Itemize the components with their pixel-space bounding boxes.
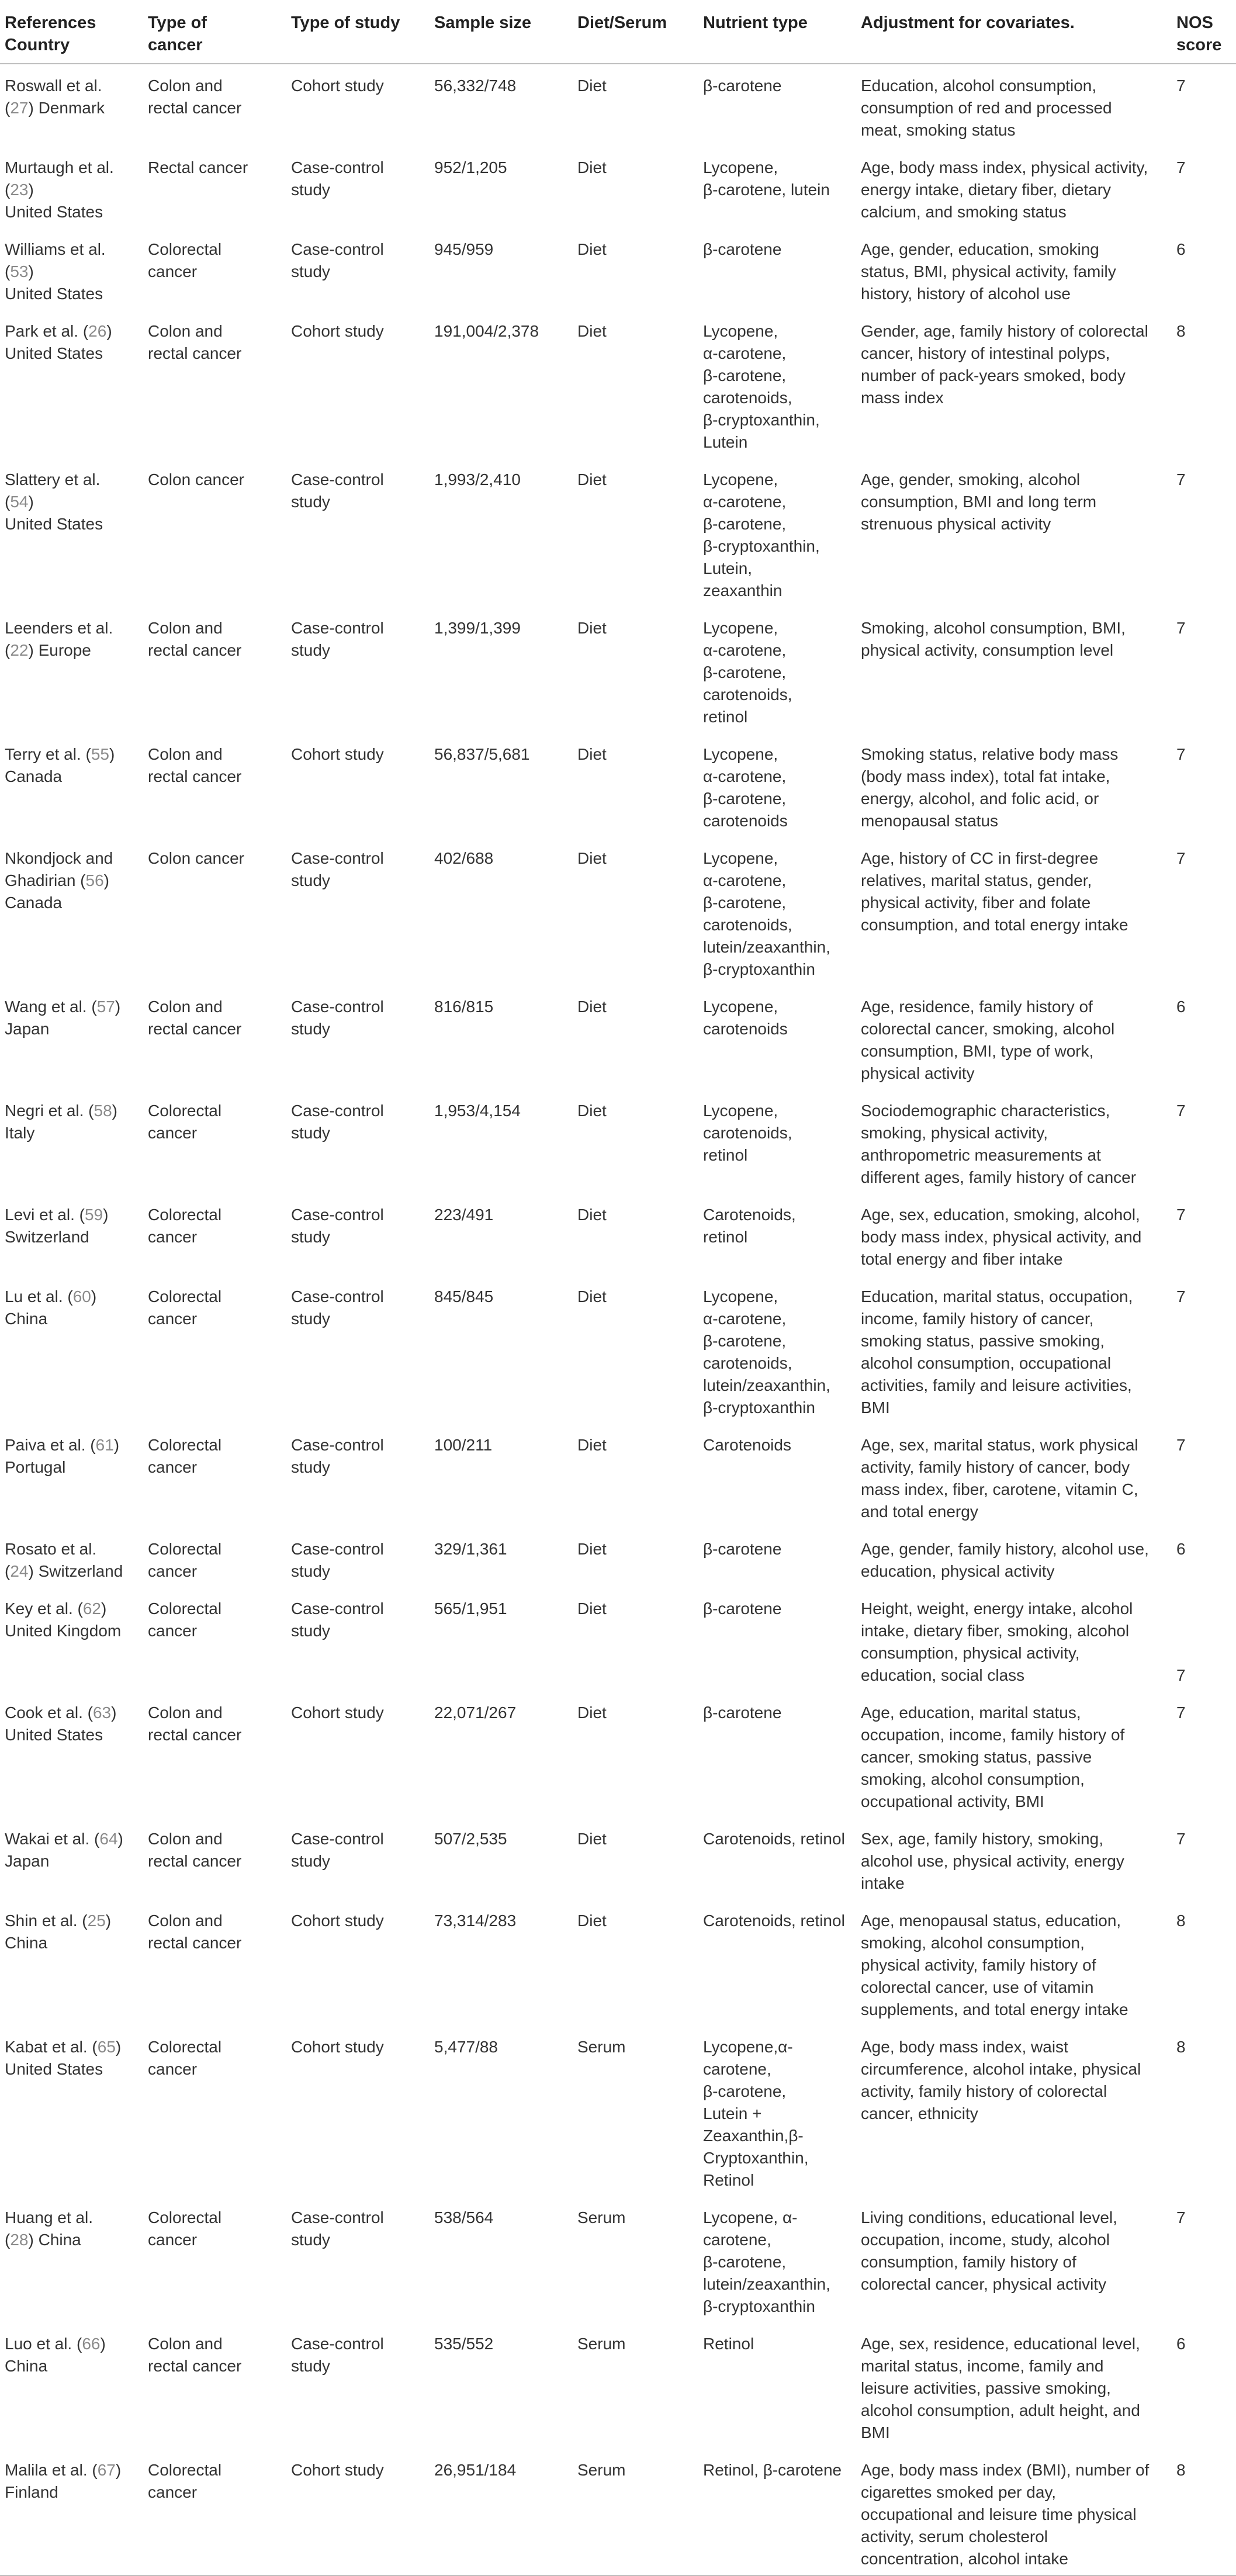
cell-nutrient-type: Lycopene, carotenoids, retinol — [703, 1102, 792, 1164]
reference-author: Shin et al. ( — [5, 1912, 88, 1930]
reference-author: Roswall et al. ( — [5, 77, 102, 117]
citation-link[interactable]: 64 — [99, 1830, 118, 1848]
reference-author: Wakai et al. ( — [5, 1830, 100, 1848]
cell-adjustment: Age, menopausal status, education, smoking, alcohol consumption, physical activity, family history of colorectal cancer, use of vitamin supplements, and total energy intake — [861, 1912, 1128, 2018]
header-diet-serum: Diet/Serum — [573, 4, 698, 64]
cell-adjustment: Education, marital status, occupation, income, family history of cancer, smoking status, passive smoking, alcohol consumption, occupational activities, family and leisure activities, BMI — [861, 1287, 1133, 1417]
cell-sample-size: 1,993/2,410 — [434, 470, 521, 489]
cell-diet-serum: Diet — [577, 1540, 607, 1558]
cell-diet-serum: Diet — [577, 1287, 607, 1306]
cell-type-of-cancer: Colorectal cancer — [148, 1206, 222, 1246]
cell-reference — [0, 2196, 143, 2322]
table-row — [0, 64, 1236, 146]
reference-author: Cook et al. ( — [5, 1704, 93, 1722]
cell-reference — [0, 2026, 143, 2196]
reference-author: Malila et al. ( — [5, 2461, 98, 2479]
cell-type-of-cancer: Colorectal cancer — [148, 2208, 222, 2249]
cell-type-of-study: Case-control study — [291, 1436, 384, 1476]
cell-diet-serum: Diet — [577, 1206, 607, 1224]
header-sample-size: Sample size — [430, 4, 573, 64]
reference-country: ) Switzerland — [5, 1206, 109, 1246]
cell-adjustment: Age, gender, education, smoking status, BMI, physical activity, family history, history of alcohol use — [861, 240, 1116, 303]
citation-link[interactable]: 67 — [97, 2461, 116, 2479]
cell-nos-score: 7 — [1176, 77, 1186, 95]
cell-nutrient-type: Retinol — [703, 2335, 754, 2353]
cell-reference — [0, 1899, 143, 2026]
table-row — [0, 1817, 1236, 1899]
reference-author: Wang et al. ( — [5, 998, 97, 1016]
cell-type-of-study: Case-control study — [291, 1540, 384, 1580]
cell-type-of-cancer: Colorectal cancer — [148, 1287, 222, 1328]
cell-nos-score: 7 — [1176, 2208, 1186, 2227]
citation-link[interactable]: 65 — [97, 2038, 116, 2056]
reference-country: ) Japan — [5, 1830, 123, 1870]
reference-country: ) United States — [5, 181, 103, 221]
cell-sample-size: 565/1,951 — [434, 1599, 507, 1618]
citation-link[interactable]: 59 — [84, 1206, 103, 1224]
header-adjustment: Adjustment for covariates. — [856, 4, 1172, 64]
cell-nos-score: 6 — [1176, 240, 1186, 258]
cell-adjustment: Age, history of CC in first-degree relatives, marital status, gender, physical activity, fiber and folate consumption, and total energy intake — [861, 849, 1128, 934]
cell-type-of-cancer: Colorectal cancer — [148, 1540, 222, 1580]
reference-author: Rosato et al. ( — [5, 1540, 97, 1580]
table-row — [0, 837, 1236, 985]
reference-author: Williams et al. ( — [5, 240, 106, 281]
reference-author: Luo et al. ( — [5, 2335, 82, 2353]
cell-diet-serum: Diet — [577, 1436, 607, 1454]
cell-type-of-cancer: Colorectal cancer — [143, 2449, 286, 2575]
cell-nos-score: 8 — [1176, 1912, 1186, 1930]
cell-type-of-study: Case-control study — [291, 2335, 384, 2375]
cell-nos-score: 7 — [1176, 1830, 1186, 1848]
cell-type-of-study: Case-control study — [291, 240, 384, 281]
cell-type-of-cancer: Colon and rectal cancer — [148, 619, 242, 659]
cell-sample-size: 5,477/88 — [434, 2038, 498, 2056]
cell-nos-score: 7 — [1176, 1666, 1186, 1684]
reference-country: ) Japan — [5, 998, 121, 1038]
table-row — [0, 733, 1236, 837]
cell-reference — [0, 837, 143, 985]
reference-country: ) China — [5, 1912, 112, 1952]
cell-nutrient-type: Carotenoids, retinol — [703, 1912, 845, 1930]
reference-author: Key et al. ( — [5, 1599, 83, 1618]
reference-country: ) China — [5, 2335, 106, 2375]
cell-nos-score: 7 — [1176, 1206, 1186, 1224]
cell-diet-serum: Diet — [577, 849, 607, 867]
cell-nos-score: 7 — [1176, 470, 1186, 489]
cell-nutrient-type: Carotenoids, retinol — [703, 1206, 796, 1246]
reference-country: ) Canada — [5, 745, 115, 785]
cell-adjustment: Gender, age, family history of colorectal cancer, history of intestinal polyps, number of pack-years smoked, body mass index — [861, 322, 1148, 407]
citation-link[interactable]: 24 — [10, 1562, 29, 1580]
cell-type-of-cancer: Colorectal cancer — [148, 1102, 222, 1142]
reference-author: Nkondjock and Ghadirian ( — [5, 849, 113, 889]
cell-nos-score: 6 — [1176, 2335, 1186, 2353]
citation-link[interactable]: 22 — [10, 641, 29, 659]
cell-nos-score: 6 — [1176, 998, 1186, 1016]
cell-sample-size: 191,004/2,378 — [434, 322, 539, 340]
cell-sample-size: 845/845 — [434, 1287, 494, 1306]
cell-nutrient-type: Lycopene, α-carotene, β-carotene, lutein/zeaxanthin, β-cryptoxanthin — [703, 2208, 830, 2315]
cell-sample-size: 952/1,205 — [434, 158, 507, 176]
cell-nos-score: 8 — [1172, 2449, 1236, 2575]
cell-diet-serum: Diet — [577, 240, 607, 258]
reference-author: Terry et al. ( — [5, 745, 91, 763]
cell-reference — [0, 2449, 143, 2575]
cell-nos-score: 8 — [1176, 322, 1186, 340]
cell-sample-size: 535/552 — [434, 2335, 494, 2353]
cell-adjustment: Age, body mass index, physical activity, energy intake, dietary fiber, dietary calcium, and smoking status — [861, 158, 1148, 221]
table-header — [0, 4, 1236, 64]
cell-nutrient-type: β-carotene — [703, 1704, 782, 1722]
reference-country: ) United States — [5, 322, 112, 362]
citation-link[interactable]: 60 — [72, 1287, 91, 1306]
citation-link[interactable]: 57 — [96, 998, 115, 1016]
citation-link[interactable]: 28 — [10, 2231, 29, 2249]
cell-type-of-study: Case-control study — [291, 1599, 384, 1640]
reference-country: ) United States — [5, 1704, 117, 1744]
cell-type-of-study: Cohort study — [291, 1912, 384, 1930]
cell-type-of-cancer: Colon and rectal cancer — [148, 1830, 242, 1870]
cell-type-of-cancer: Colorectal cancer — [148, 1436, 222, 1476]
citation-link[interactable]: 27 — [10, 99, 29, 117]
reference-country: ) United States — [5, 2038, 122, 2078]
reference-author: Negri et al. ( — [5, 1102, 94, 1120]
citation-link[interactable]: 58 — [94, 1102, 112, 1120]
table-row — [0, 1193, 1236, 1275]
cell-type-of-study: Cohort study — [291, 322, 384, 340]
reference-author: Murtaugh et al. ( — [5, 158, 114, 199]
cell-reference — [0, 1817, 143, 1899]
cell-type-of-study: Case-control study — [291, 158, 384, 199]
cell-sample-size: 1,953/4,154 — [434, 1102, 521, 1120]
citation-link[interactable]: 23 — [10, 181, 29, 199]
cell-type-of-cancer: Colorectal cancer — [148, 2038, 222, 2078]
reference-author: Huang et al. ( — [5, 2208, 93, 2249]
cell-diet-serum: Serum — [573, 2449, 698, 2575]
cell-type-of-study: Cohort study — [291, 1704, 384, 1722]
cell-adjustment: Smoking status, relative body mass (body mass index), total fat intake, energy, alcohol, and folic acid, or menopausal status — [861, 745, 1119, 830]
cell-reference — [0, 458, 143, 607]
reference-country: ) China — [28, 2231, 81, 2249]
cell-type-of-study: Cohort study — [291, 745, 384, 763]
cell-adjustment: Height, weight, energy intake, alcohol intake, dietary fiber, smoking, alcohol consumption, physical activity, education, social class — [861, 1599, 1133, 1684]
cell-type-of-cancer: Colon and rectal cancer — [148, 2335, 242, 2375]
cell-nutrient-type: Carotenoids, retinol — [703, 1830, 845, 1848]
cell-sample-size: 56,332/748 — [434, 77, 517, 95]
cell-diet-serum: Diet — [577, 1830, 607, 1848]
header-row — [0, 4, 1236, 64]
cell-diet-serum: Diet — [577, 619, 607, 637]
cell-type-of-cancer: Colorectal cancer — [148, 240, 222, 281]
cell-type-of-cancer: Colon and rectal cancer — [148, 1704, 242, 1744]
cell-type-of-cancer: Colon and rectal cancer — [148, 1912, 242, 1952]
cell-reference — [0, 228, 143, 310]
cell-adjustment: Smoking, alcohol consumption, BMI, physical activity, consumption level — [861, 619, 1126, 659]
cell-nos-score: 7 — [1176, 1287, 1186, 1306]
reference-country: ) China — [5, 1287, 97, 1328]
citation-link[interactable]: 61 — [95, 1436, 114, 1454]
cell-type-of-study: Cohort study — [291, 77, 384, 95]
header-nutrient-type: Nutrient type — [698, 4, 856, 64]
reference-country: ) Canada — [5, 871, 109, 912]
cell-type-of-cancer: Colon and rectal cancer — [148, 77, 242, 117]
cell-type-of-cancer: Colon cancer — [148, 470, 244, 489]
citation-link[interactable]: 66 — [82, 2335, 101, 2353]
cell-nutrient-type: β-carotene — [703, 240, 782, 258]
table-body — [0, 64, 1236, 2575]
cell-nutrient-type: Lycopene, carotenoids — [703, 998, 788, 1038]
cell-type-of-study: Case-control study — [291, 470, 384, 511]
cell-type-of-study: Case-control study — [291, 1830, 384, 1870]
table-row — [0, 1528, 1236, 1587]
table-row — [0, 2026, 1236, 2196]
cell-reference — [0, 146, 143, 228]
citation-link[interactable]: 54 — [10, 493, 29, 511]
cell-reference — [0, 1193, 143, 1275]
reference-country: ) Europe — [28, 641, 91, 659]
reference-country: ) Portugal — [5, 1436, 120, 1476]
cell-diet-serum: Diet — [577, 745, 607, 763]
cell-adjustment: Age, residence, family history of colorectal cancer, smoking, alcohol consumption, BMI, type of work, physical activity — [861, 998, 1115, 1082]
cell-diet-serum: Diet — [577, 470, 607, 489]
cell-type-of-study: Case-control study — [291, 998, 384, 1038]
cell-adjustment: Age, sex, residence, educational level, marital status, income, family and leisure activities, passive smoking, alcohol consumption, adult height, and BMI — [861, 2335, 1140, 2442]
cell-diet-serum: Diet — [577, 1912, 607, 1930]
reference-author: Leenders et al. ( — [5, 619, 113, 659]
cell-adjustment: Age, body mass index (BMI), number of cigarettes smoked per day, occupational and leisure time physical activity, serum cholesterol concentration, alcohol intake — [856, 2449, 1172, 2575]
header-type-of-cancer: Type of cancer — [143, 4, 286, 64]
cell-diet-serum: Diet — [577, 322, 607, 340]
cell-diet-serum: Diet — [577, 1102, 607, 1120]
cell-nos-score: 7 — [1176, 745, 1186, 763]
reference-author: Kabat et al. ( — [5, 2038, 98, 2056]
cell-type-of-cancer: Colon and rectal cancer — [148, 322, 242, 362]
table-row — [0, 2449, 1236, 2575]
cell-sample-size: 507/2,535 — [434, 1830, 507, 1848]
cell-sample-size: 100/211 — [434, 1436, 493, 1454]
table-row — [0, 1587, 1236, 1691]
cell-type-of-study: Case-control study — [291, 619, 384, 659]
cell-sample-size: 56,837/5,681 — [434, 745, 530, 763]
cell-adjustment: Age, sex, marital status, work physical activity, family history of cancer, body mass index, fiber, carotene, vitamin C, and total energy — [861, 1436, 1138, 1521]
reference-author: Park et al. ( — [5, 322, 89, 340]
table-row — [0, 310, 1236, 458]
cell-type-of-cancer: Colon cancer — [148, 849, 244, 867]
cell-adjustment: Age, gender, family history, alcohol use, education, physical activity — [861, 1540, 1149, 1580]
cell-nutrient-type: Lycopene,α-carotene, β-carotene, Lutein + Zeaxanthin,β- Cryptoxanthin, Retinol — [703, 2038, 809, 2189]
cell-type-of-study: Case-control study — [291, 2208, 384, 2249]
cell-adjustment: Age, gender, smoking, alcohol consumption, BMI and long term strenuous physical activity — [861, 470, 1097, 533]
cell-nos-score: 7 — [1176, 1436, 1186, 1454]
cell-diet-serum: Serum — [577, 2335, 626, 2353]
reference-author: Slattery et al. ( — [5, 470, 101, 511]
reference-country: ) Finland — [5, 2461, 122, 2501]
cell-diet-serum: Diet — [577, 1599, 607, 1618]
cell-adjustment: Age, education, marital status, occupation, income, family history of cancer, smoking status, passive smoking, alcohol consumption, occupational activity, BMI — [861, 1704, 1125, 1810]
cell-reference — [0, 64, 143, 146]
cell-adjustment: Age, body mass index, waist circumference, alcohol intake, physical activity, family history of colorectal cancer, ethnicity — [861, 2038, 1141, 2123]
cell-nutrient-type: Lycopene, β-carotene, lutein — [703, 158, 830, 199]
cell-sample-size: 73,314/283 — [434, 1912, 517, 1930]
cell-sample-size: 538/564 — [434, 2208, 494, 2227]
cell-nutrient-type: Lycopene, α-carotene, β-carotene, carotenoids, retinol — [703, 619, 792, 726]
cell-nutrient-type: Lycopene, α-carotene, β-carotene, carotenoids — [703, 745, 788, 830]
table-row — [0, 1089, 1236, 1193]
cell-nos-score: 7 — [1176, 619, 1186, 637]
table-row — [0, 228, 1236, 310]
cell-type-of-study: Case-control study — [291, 1287, 384, 1328]
cell-diet-serum: Diet — [577, 1704, 607, 1722]
cell-type-of-cancer: Colon and rectal cancer — [148, 745, 242, 785]
cell-sample-size: 1,399/1,399 — [434, 619, 521, 637]
cell-sample-size: 223/491 — [434, 1206, 494, 1224]
cell-nutrient-type: β-carotene — [703, 1599, 782, 1618]
reference-country: ) United States — [5, 262, 103, 303]
cell-type-of-cancer: Colon and rectal cancer — [148, 998, 242, 1038]
reference-country: ) Italy — [5, 1102, 117, 1142]
table-row — [0, 458, 1236, 607]
cell-nutrient-type: Carotenoids — [703, 1436, 791, 1454]
table-row — [0, 1424, 1236, 1528]
cell-type-of-study: Cohort study — [291, 2038, 384, 2056]
table-row — [0, 607, 1236, 733]
cell-nos-score: 7 — [1176, 1704, 1186, 1722]
cell-nutrient-type: Lycopene, α-carotene, β-carotene, carotenoids, lutein/zeaxanthin, β-cryptoxanthin — [703, 1287, 830, 1417]
citation-link[interactable]: 25 — [87, 1912, 106, 1930]
cell-nutrient-type: Lycopene, α-carotene, β-carotene, carotenoids, β-cryptoxanthin, Lutein — [703, 322, 820, 451]
citation-link[interactable]: 55 — [91, 745, 109, 763]
cell-type-of-cancer: Colorectal cancer — [148, 1599, 222, 1640]
table-row — [0, 1691, 1236, 1817]
cell-type-of-study: Case-control study — [291, 1102, 384, 1142]
header-nos-score: NOS score — [1172, 4, 1236, 64]
cell-reference — [0, 607, 143, 733]
cell-adjustment: Sociodemographic characteristics, smoking, physical activity, anthropometric measurements at different ages, family history of cancer — [861, 1102, 1137, 1186]
cell-nos-score: 6 — [1176, 1540, 1186, 1558]
cell-diet-serum: Serum — [577, 2038, 626, 2056]
table-row — [0, 985, 1236, 1089]
cell-reference — [0, 1691, 143, 1817]
reference-author: Lu et al. ( — [5, 1287, 73, 1306]
cell-nutrient-type: β-carotene — [703, 77, 782, 95]
cell-nos-score: 8 — [1176, 2038, 1186, 2056]
cell-nos-score: 7 — [1176, 1102, 1186, 1120]
reference-country: ) Denmark — [28, 99, 105, 117]
reference-author: Paiva et al. ( — [5, 1436, 96, 1454]
cell-reference — [0, 1528, 143, 1587]
citation-link[interactable]: 56 — [85, 871, 104, 889]
cell-type-of-study: Cohort study — [286, 2449, 430, 2575]
cell-adjustment: Sex, age, family history, smoking, alcohol use, physical activity, energy intake — [861, 1830, 1124, 1892]
header-references: References Country — [0, 4, 143, 64]
cell-type-of-study: Case-control study — [291, 849, 384, 889]
table-row — [0, 1275, 1236, 1424]
citation-link[interactable]: 26 — [88, 322, 107, 340]
reference-country: ) United Kingdom — [5, 1599, 122, 1640]
table-row — [0, 2196, 1236, 2322]
cell-adjustment: Education, alcohol consumption, consumption of red and processed meat, smoking status — [861, 77, 1112, 139]
cell-nutrient-type: Lycopene, α-carotene, β-carotene, β-cryptoxanthin, Lutein, zeaxanthin — [703, 470, 820, 600]
studies-table — [0, 4, 1236, 2576]
cell-nutrient-type: Lycopene, α-carotene, β-carotene, carotenoids, lutein/zeaxanthin, β-cryptoxanthin — [703, 849, 830, 978]
table-row — [0, 1899, 1236, 2026]
cell-reference — [0, 310, 143, 458]
cell-nos-score: 7 — [1176, 849, 1186, 867]
cell-diet-serum: Diet — [577, 158, 607, 176]
reference-country: ) Switzerland — [28, 1562, 123, 1580]
cell-sample-size: 26,951/184 — [430, 2449, 573, 2575]
citation-link[interactable]: 53 — [10, 262, 29, 281]
cell-sample-size: 945/959 — [434, 240, 494, 258]
citation-link[interactable]: 62 — [82, 1599, 101, 1618]
cell-reference — [0, 1275, 143, 1424]
cell-adjustment: Age, sex, education, smoking, alcohol, body mass index, physical activity, and total energy and fiber intake — [861, 1206, 1142, 1268]
cell-reference — [0, 2322, 143, 2449]
cell-nutrient-type: Retinol, β-carotene — [698, 2449, 856, 2575]
cell-reference — [0, 733, 143, 837]
header-type-of-study: Type of study — [286, 4, 430, 64]
citation-link[interactable]: 63 — [92, 1704, 112, 1722]
cell-nos-score: 7 — [1176, 158, 1186, 176]
cell-reference — [0, 1089, 143, 1193]
cell-nutrient-type: β-carotene — [703, 1540, 782, 1558]
cell-reference — [0, 985, 143, 1089]
cell-type-of-study: Case-control study — [291, 1206, 384, 1246]
cell-diet-serum: Diet — [577, 77, 607, 95]
cell-sample-size: 402/688 — [434, 849, 494, 867]
reference-country: ) United States — [5, 493, 103, 533]
table-row — [0, 2322, 1236, 2449]
reference-author: Levi et al. ( — [5, 1206, 85, 1224]
cell-sample-size: 329/1,361 — [434, 1540, 507, 1558]
cell-reference — [0, 1587, 143, 1691]
cell-type-of-cancer: Rectal cancer — [148, 158, 248, 176]
cell-sample-size: 22,071/267 — [434, 1704, 517, 1722]
cell-adjustment: Living conditions, educational level, occupation, income, study, alcohol consumption, family history of colorectal cancer, physical activity — [861, 2208, 1117, 2293]
cell-diet-serum: Diet — [577, 998, 607, 1016]
cell-sample-size: 816/815 — [434, 998, 494, 1016]
table-row — [0, 146, 1236, 228]
cell-diet-serum: Serum — [577, 2208, 626, 2227]
cell-reference — [0, 1424, 143, 1528]
